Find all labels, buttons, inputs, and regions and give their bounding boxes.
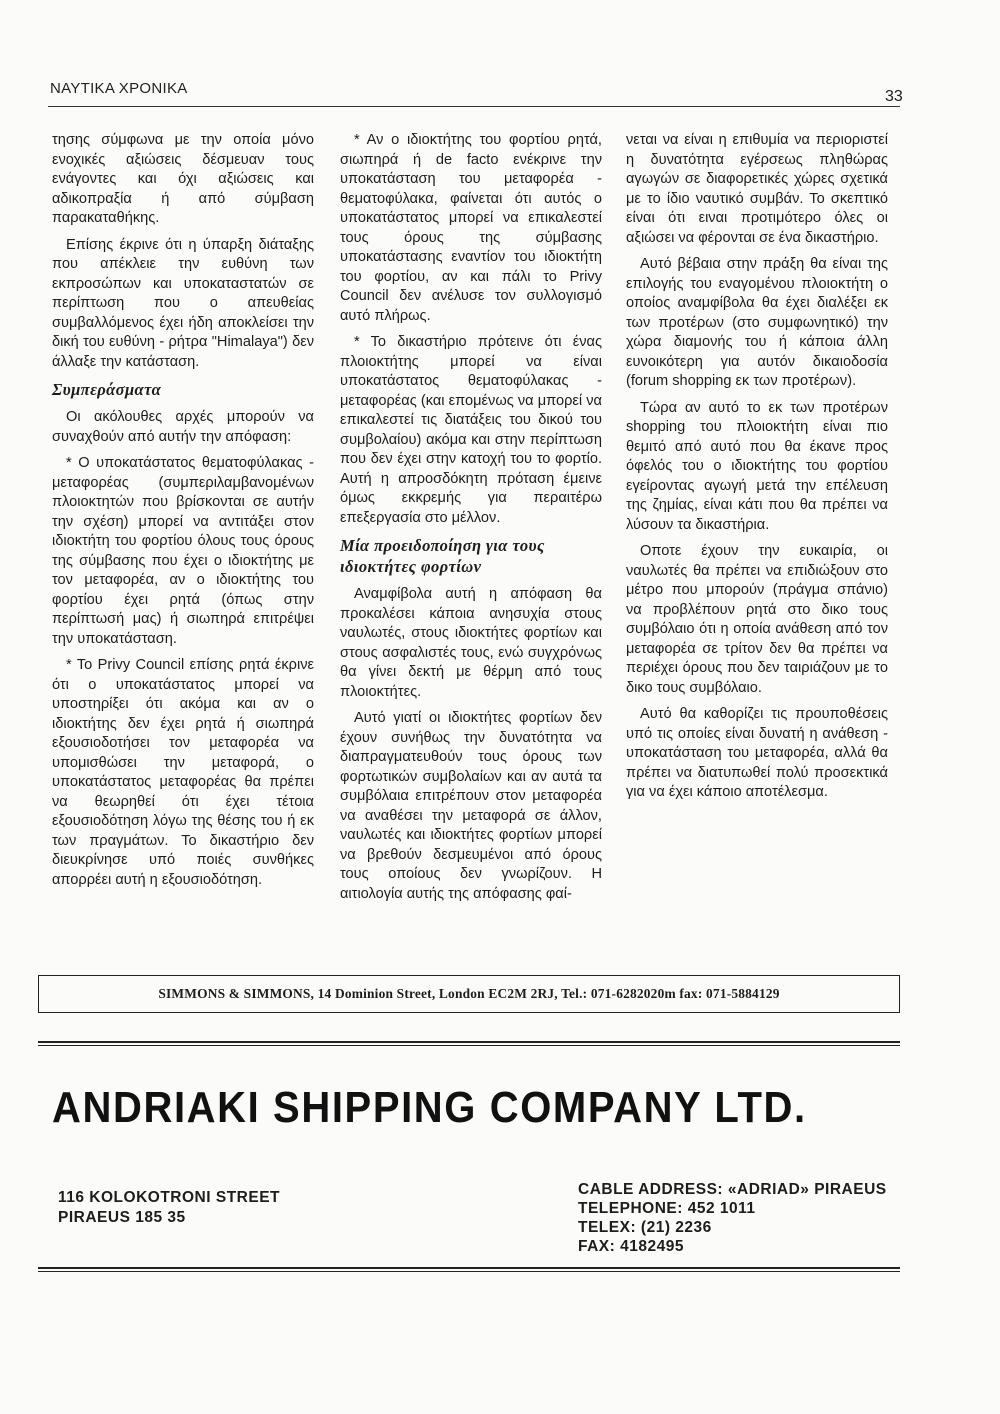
page-number: 33 bbox=[885, 88, 903, 105]
advertiser-contacts bbox=[578, 1180, 887, 1256]
paragraph: Αυτό θα καθορίζει τις προυποθέσεις υπό τις οποίες είναι δυνατή η ανάθεση - υποκατάσταση του μεταφορέα, αλλά θα πρέπει να διατυπωθεί πολύ προσεκτικά για να έχει κάποιο αποτέλεσμα. bbox=[626, 706, 888, 800]
address-street: 116 KOLOKOTRONI STREET bbox=[58, 1189, 281, 1206]
article-column-1 bbox=[52, 131, 314, 897]
paragraph: Οι ακόλουθες αρχές μπορούν να συναχθούν από αυτήν την απόφαση: bbox=[52, 409, 314, 445]
cable-address: CABLE ADDRESS: «ADRIAD» PIRAEUS bbox=[578, 1181, 887, 1198]
paragraph: Αυτό γιατί οι ιδιοκτήτες φορτίων δεν έχουν συνήθως την δυνατότητα να διαπραγματευθούν τους όρους των φορτωτικών συμβολαίων και αν αυτά τα συμβόλαια επιτρέπουν στον μεταφορέα να αναθέσει την μεταφορά σε άλλον, ναυλωτές και ιδιοκτήτες φορτίων μπορεί να βρεθούν δεσμευμένοι από όρους τους οποίους δεν γνωρίζουν. Η αιτιολογία αυτής της απόφασης φαί- bbox=[340, 710, 602, 902]
paragraph: νεται να είναι η επιθυμία να περιοριστεί η δυνατότητα εγέρσεως πληθώρας αγωγών σε διαφορετικές χώρες σχετικά με το ίδιο ναυτικό συμβάν. Το σκεπτικό είναι ότι ειναι προτιμότερο όλες οι αξιώσει να φέρονται σε ένα δικαστήριο. bbox=[626, 132, 888, 246]
section-heading-conclusions: Συμπεράσματα bbox=[52, 380, 162, 399]
ad-top-rule bbox=[38, 1041, 900, 1046]
advertiser-address bbox=[58, 1188, 280, 1228]
journal-title: ΝΑΥΤΙΚΑ ΧΡΟΝΙΚΑ bbox=[50, 80, 188, 97]
paragraph: Αναμφίβολα αυτή η απόφαση θα προκαλέσει κάποια ανησυχία στους ναυλωτές, στους ιδιοκτήτες φορτίων και στους ασφαλιστές τους, ενώ συγχρόνως θα γίνει δεκτή με θέρμη από τους πλοιοκτήτες. bbox=[340, 586, 602, 700]
article-column-2 bbox=[340, 131, 602, 911]
telex: TELEX: (21) 2236 bbox=[578, 1219, 712, 1236]
paragraph: * Το δικαστήριο πρότεινε ότι ένας πλοιοκτήτης μπορεί να είναι υποκατάστατος θεματοφύλακας - μεταφορέας (και επομένως να μπορεί να επικαλεστεί τις διατάξεις του δικού του συμβολαίου) ακόμα και στην περίπτωση που δεν έχει στην κατοχή του το φορτίο. Αυτή η απροσδόκητη πρόταση έμεινε όμως εκκρεμής για περαιτέρω επεξεργασία στο μέλλον. bbox=[340, 334, 602, 526]
header-rule bbox=[48, 106, 900, 107]
paragraph: Επίσης έκρινε ότι η ύπαρξη διάταξης που απέκλειε την ευθύνη των εκπροσώπων και υποκαταστατών σε περίπτωση που ο απευθείας συμβαλλόμενος έχει ήδη αποκλείσει την δική του ευθύνη - ρήτρα "Himalaya") δεν άλλαξε την κατάσταση. bbox=[52, 236, 314, 370]
paragraph: * Το Privy Council επίσης ρητά έκρινε ότι ο υποκατάστατος μπορεί να υποστηρίξει ότι ακόμα και αν ο ιδιοκτήτης δεν έχει ρητά ή σιωπηρά εξουσιοδοτήσει τον μεταφορέα να υπομισθώσει την μεταφορά, ο υποκατάστατος μεταφορέας θα πρέπει να θεωρηθεί ότι έχει τέτοια εξουσιοδότηση λόγω της θέσης του ή εκ των πραγμάτων. Το δικαστήριο δεν διευκρίνησε υπό ποιές συνθήκες απορρέει αυτή η εξουσιοδότηση. bbox=[52, 657, 314, 888]
paragraph: τησης σύμφωνα με την οποία μόνο ενοχικές αξιώσεις δέσμευαν τους ενάγοντες και όχι αξιώσεις και αδικοπραξία ή από σύμβαση παρακαταθήκης. bbox=[52, 132, 314, 226]
author-contact-box bbox=[38, 975, 900, 1013]
ad-bottom-rule bbox=[38, 1267, 900, 1272]
article-column-3 bbox=[626, 131, 888, 810]
paragraph: Οποτε έχουν την ευκαιρία, οι ναυλωτές θα πρέπει να επιδιώξουν στο μέτρο που μπορούν (πράγμα σπάνιο) να προβλέπουν ρητά στο δικο τους συμβόλαιο ότι η οποία ανάθεση από τον μεταφορέα σε τρίτον δεν θα πρέπει να περιέχει όρους που δεν ταιριάζουν με το δικο τους συμβόλαιο. bbox=[626, 543, 888, 696]
section-heading-warning: Μία προειδοποίηση για τους ιδιοκτήτες φορτίων bbox=[340, 536, 545, 576]
paragraph: * Αν ο ιδιοκτήτης του φορτίου ρητά, σιωπηρά ή de facto ενέκρινε την υποκατάσταση του μεταφορέα - θεματοφύλακα, φαίνεται ότι αυτός ο υποκατάστατος μπορεί να επικαλεστεί τους όρους της σύμβασης υποκατάστασης εναντίον του ιδιοκτήτη του φορτίου, αν και πάλι το Privy Council δεν ανέλυσε τον συλλογισμό αυτό πλήρως. bbox=[340, 132, 602, 324]
paragraph: * Ο υποκατάστατος θεματοφύλακας - μεταφορέας (συμπεριλαμβανομένων πλοιοκτητών που βρίσκονται σε αυτήν την σχέση) μπορεί να αντιτάξει στον ιδιοκτήτη του φορτίου όλους τους όρους της σύμβασης που έχει ο ιδιοκτήτης με τον μεταφορέα, αν ο ιδιοκτήτης του φορτίου έχει ρητά (όπως στην περίπτωσή μας) ή σιωπηρά επιτρέψει την υποκατάσταση. bbox=[52, 455, 314, 647]
fax: FAX: 4182495 bbox=[578, 1238, 684, 1255]
paragraph: Αυτό βέβαια στην πράξη θα είναι της επιλογής του εναγομένου πλοιοκτήτη ο οποίος αναμφίβολα θα έχει διαλέξει εκ των προτέρων (στο συμφωνητικό) την χώρα διαμονής του ή κάποια άλλη ευνοικότερη για αυτόν δικαιοδοσία (forum shopping εκ των προτέρων). bbox=[626, 256, 888, 389]
advertiser-company-name: ANDRIAKI SHIPPING COMPANY LTD. bbox=[52, 1084, 807, 1132]
author-contact-text: SIMMONS & SIMMONS, 14 Dominion Street, London EC2M 2RJ, Tel.: 071-6282020m fax: 071-5884129 bbox=[158, 986, 780, 1001]
telephone: TELEPHONE: 452 1011 bbox=[578, 1200, 756, 1217]
address-city: PIRAEUS 185 35 bbox=[58, 1209, 186, 1226]
paragraph: Τώρα αν αυτό το εκ των προτέρων shopping του πλοιοκτήτη είναι πιο θεμιτό από αυτό που θα έκανε προς όφελός του ο ιδιοκτήτης του φορτίου εγείροντας αγωγή μετά την επέλευση της ζημίας, είναι κάτι που θα πρέπει να λύσουν τα δικαστήρια. bbox=[626, 399, 888, 533]
